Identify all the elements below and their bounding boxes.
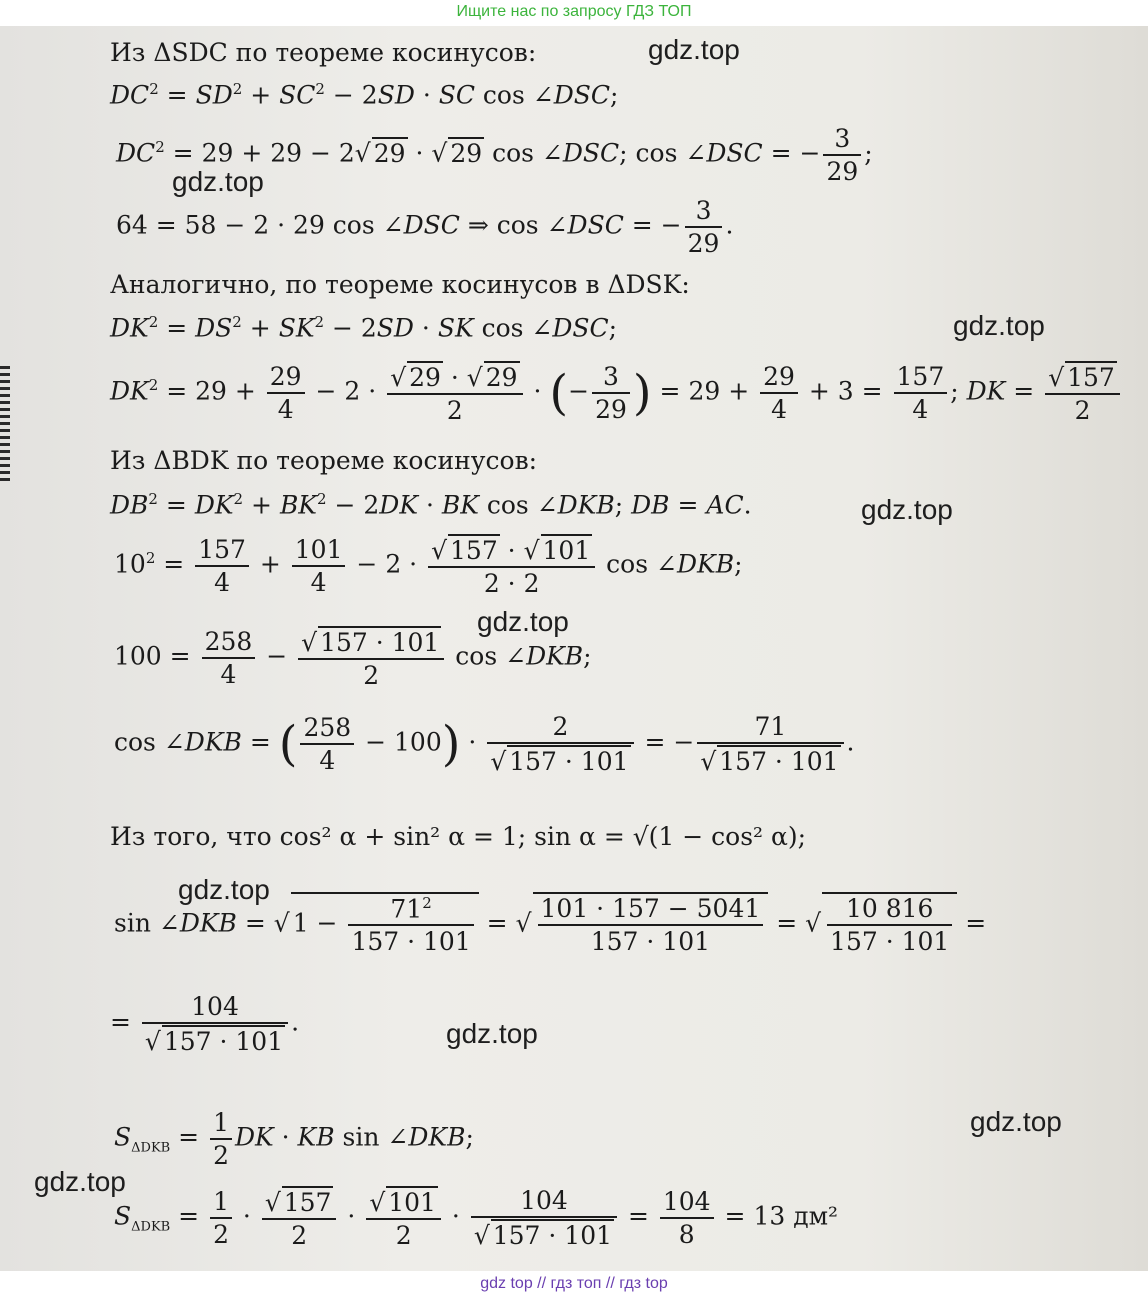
final-answer: 13 дм² bbox=[753, 1201, 839, 1231]
footer-separator: // bbox=[537, 1275, 547, 1292]
watermark: gdz.top bbox=[861, 494, 953, 525]
formula-line: 64 = 58 − 2 · 29 cos ∠DSC ⇒ cos ∠DSC = − $\frac{3}{29}$ . bbox=[116, 196, 734, 258]
formula-line: $DB^2 = DK^2 + BK^2 - 2DK$ · BK cos ∠DKB; DB = AC. bbox=[110, 490, 752, 520]
binding-marks bbox=[0, 366, 10, 481]
formula-line: sin ∠DKB = √ 1 − $\frac{71^2}{157 \cdot 101}$ = √ $\frac{101 \cdot 157 - 5041}{157 \cdot 101}$ = √ $\frac{10 816}{157 \cdot 101}$ = bbox=[114, 894, 987, 957]
watermark: gdz.top bbox=[446, 1018, 538, 1049]
solution-line bbox=[110, 446, 537, 475]
identity-text: Из того, что cos² α + sin² α = 1; sin α = √(1 − cos² α); bbox=[110, 822, 807, 851]
formula-line: $DK^2 = 29$ + $\frac{29}{4}$ − 2 · $\frac{√ 29 \cdot √ 29}{2}$ · (− $\frac{3}{29}$ ) = 29 + $\frac{29}{4}$ + 3 = $\frac{157}{4}$ ; DK = $\frac{√ 157}{2}$ bbox=[110, 361, 1123, 425]
top-banner[interactable]: Ищите нас по запросу ГДЗ ТОП bbox=[456, 3, 692, 20]
watermark: gdz.top bbox=[178, 874, 270, 905]
footer-link[interactable]: гдз топ bbox=[550, 1275, 602, 1292]
footer-link[interactable]: гдз top bbox=[619, 1275, 668, 1292]
watermark: gdz.top bbox=[34, 1166, 126, 1197]
formula-line: = $\frac{104}{√ 157 \cdot 101}$ . bbox=[110, 992, 300, 1056]
bottom-banner bbox=[0, 1271, 1148, 1299]
heading-text: Из ΔSDC по теореме косинусов: bbox=[110, 38, 537, 67]
footer-separator: // bbox=[605, 1275, 615, 1292]
watermark: gdz.top bbox=[970, 1106, 1062, 1137]
watermark: gdz.top bbox=[477, 606, 569, 637]
formula-line: $DC^2 = 29 + 29 - 2√$ 29 · √ 29 cos ∠DSC; cos ∠DSC = − $\frac{3}{29}$ ; bbox=[116, 124, 873, 186]
formula-line: $DK^2 = DS^2 + SK^2 - 2SD$ · SK cos ∠DSC; bbox=[110, 313, 618, 343]
solution-line bbox=[110, 270, 690, 299]
heading-text: Аналогично, по теореме косинусов в ΔDSK: bbox=[110, 270, 690, 299]
formula-line: $S_{\Delta DKB}$ = $\frac{1}{2}$ DK · KB sin ∠DKB; bbox=[114, 1108, 474, 1170]
textbook-page bbox=[0, 26, 1148, 1271]
watermark: gdz.top bbox=[172, 166, 264, 197]
watermark: gdz.top bbox=[953, 310, 1045, 341]
formula-line: $10^2$ = $\frac{157}{4}$ + $\frac{101}{4}$ − 2 · $\frac{√ 157 \cdot √ 101}{2 \cdot 2}$ cos ∠DKB; bbox=[114, 535, 743, 598]
formula-line: $S_{\Delta DKB}$ = $\frac{1}{2}$ · $\frac{√ 157}{2}$ · $\frac{√ 101}{2}$ · $\frac{104}{√ 157 \cdot 101}$ = $\frac{104}{8}$ = 13 дм² bbox=[114, 1186, 839, 1250]
formula-line: 100 = $\frac{258}{4}$ − $\frac{√ 157 \cdot 101}{2}$ cos ∠DKB; bbox=[114, 627, 592, 690]
formula-line: cos ∠DKB = ( $\frac{258}{4}$ − 100) · $\frac{2}{√ 157 \cdot 101}$ = − $\frac{71}{√ 157 \cdot 101}$ . bbox=[114, 712, 855, 776]
watermark: gdz.top bbox=[648, 34, 740, 65]
heading-text: Из ΔBDK по теореме косинусов: bbox=[110, 446, 538, 475]
solution-line bbox=[110, 38, 536, 67]
solution-line bbox=[110, 822, 806, 851]
formula-line: $DC^2 = SD^2 + SC^2 - 2SD$ · SC cos ∠DSC; bbox=[110, 80, 619, 110]
footer-link[interactable]: gdz top bbox=[480, 1275, 533, 1292]
